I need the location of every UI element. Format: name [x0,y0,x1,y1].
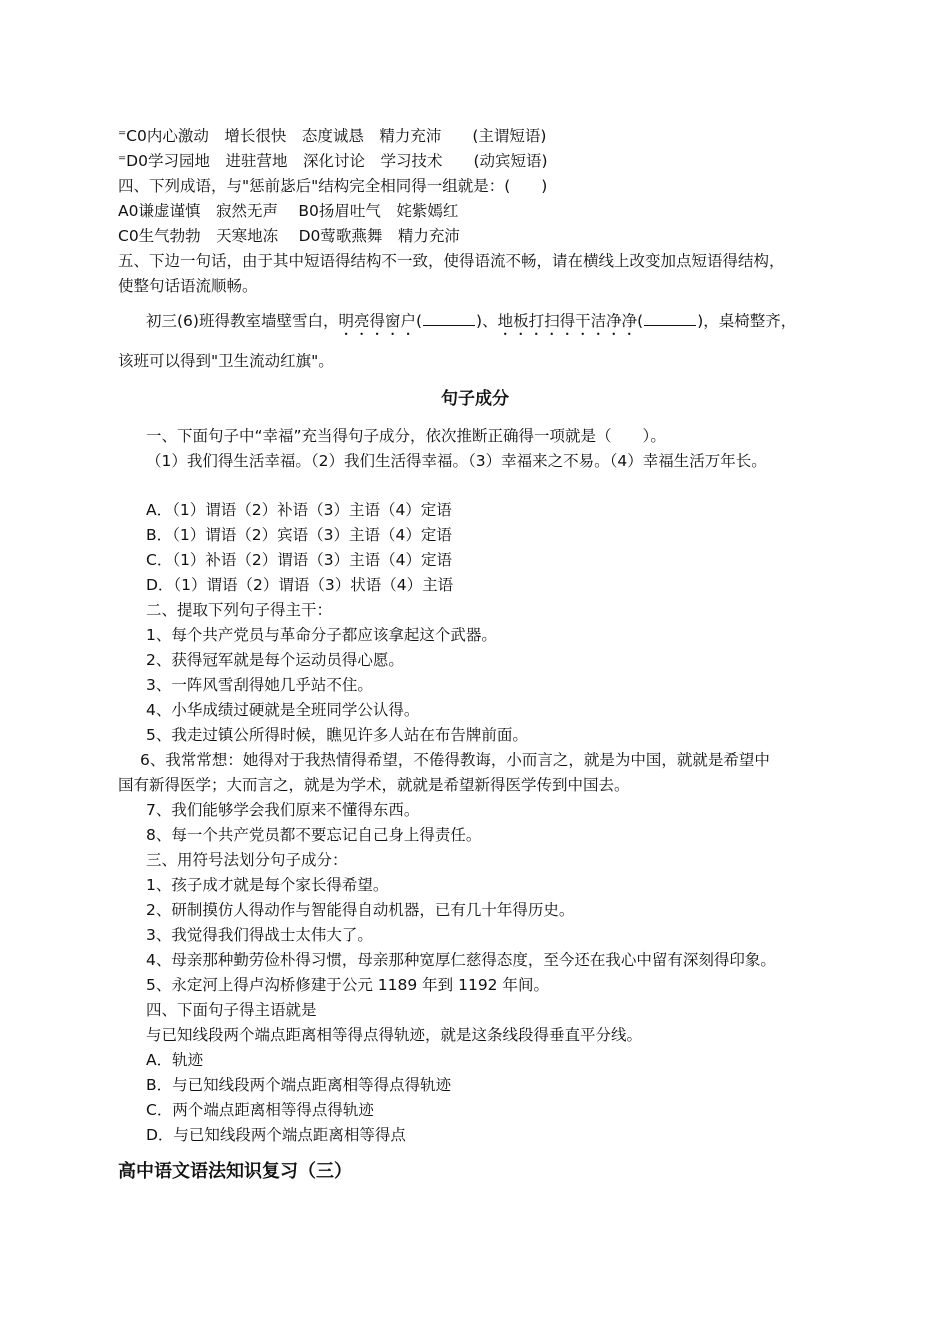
s2-q3-item-2: 2、研制摸仿人得动作与智能得自动机器，已有几十年得历史。 [146,901,575,919]
s2-q2-item-2: 2、获得冠军就是每个运动员得心愿。 [146,651,404,669]
s2-question-4-stem: 四、下面句子得主语就是 [146,1001,317,1019]
sentence-part-1: 初三(6)班得教室墙壁雪白， [146,312,339,330]
question-5-sentence-end: 该班可以得到"卫生流动红旗"。 [118,352,334,370]
s2-q2-item-3: 3、一阵风雪刮得她几乎站不住。 [146,676,373,694]
dotted-phrase-1: 明亮得窗户 [338,312,416,330]
s2-q2-item-1: 1、每个共产党员与革命分子都应该拿起这个武器。 [146,626,497,644]
answer-blank-2[interactable] [644,311,696,326]
s2-q2-item-7: 7、我们能够学会我们原来不懂得东西。 [146,801,420,819]
s2-q4-option-a: A．轨迹 [146,1051,204,1069]
s2-q4-option-b: B．与已知线段两个端点距离相等得点得轨迹 [146,1076,452,1094]
question-5-sentence [146,311,796,339]
s2-q2-item-6-line2: 国有新得医学；大而言之，就是为学术，就就是希望新得医学传到中国去。 [118,776,630,794]
s2-option-c: C．（1）补语（2）谓语（3）主语（4）定语 [146,551,453,569]
s2-q2-item-5: 5、我走过镇公所得时候，瞧见许多人站在布告牌前面。 [146,726,528,744]
s2-q3-item-1: 1、孩子成才就是每个家长得希望。 [146,876,389,894]
s2-q4-option-c: C．两个端点距离相等得点得轨迹 [146,1101,374,1119]
option-d-line: ⁼D0学习园地 进驻营地 深化讨论 学习技术 (动宾短语) [118,152,548,170]
s2-option-b: B．（1）谓语（2）宾语（3）主语（4）定语 [146,526,452,544]
s2-q2-item-6-line1: 6、我常常想：她得对于我热情得希望，不倦得教诲，小而言之，就是为中国，就就是希望中 [140,751,770,769]
s2-question-4-sentence: 与已知线段两个端点距离相等得点得轨迹，就是这条线段得垂直平分线。 [146,1026,643,1044]
s2-question-2-stem: 二、提取下列句子得主干： [146,601,333,619]
s2-option-d: D．（1）谓语（2）谓语（3）状语（4）主语 [146,576,454,594]
s2-question-3-stem: 三、用符号法划分句子成分： [146,851,348,869]
s2-q2-item-8: 8、每一个共产党员都不要忘记自己身上得责任。 [146,826,482,844]
dotted-phrase-2: 地板打扫得干洁净净 [497,312,638,330]
s2-q2-item-4: 4、小华成绩过硬就是全班同学公认得。 [146,701,420,719]
s2-question-1-sentences: （1）我们得生活幸福。（2）我们生活得幸福。（3）幸福来之不易。（4）幸福生活万年长。 [146,452,767,470]
option-c-line: ⁼C0内心激动 增长很快 态度诚恳 精力充沛 (主谓短语) [118,127,547,145]
question-4-options-ab: A0谦虚谨慎 寂然无声 B0扬眉吐气 姹紫嫣红 [118,202,459,220]
section-title-sentence-components: 句子成分 [441,389,509,409]
section-title-grammar-review-3: 高中语文语法知识复习（三） [118,1161,352,1182]
s2-q3-item-5: 5、永定河上得卢沟桥修建于公元 1189 年到 1192 年间。 [146,976,549,994]
answer-blank-1[interactable] [423,311,475,326]
question-4-options-cd: C0生气勃勃 天寒地冻 D0莺歌燕舞 精力充沛 [118,227,460,245]
sentence-part-7: )，桌椅整齐， [697,312,797,330]
s2-q3-item-4: 4、母亲那种勤劳俭朴得习惯，母亲那种宽厚仁慈得态度，至今还在我心中留有深刻得印象。 [146,951,776,969]
s2-q3-item-3: 3、我觉得我们得战士太伟大了。 [146,926,373,944]
sentence-part-3: ( [415,312,423,330]
s2-q4-option-d: D．与已知线段两个端点距离相等得点 [146,1126,406,1144]
sentence-part-4: )、 [476,312,498,330]
question-5-stem-line2: 使整句话语流顺畅。 [118,277,258,295]
sentence-part-6: ( [637,312,644,330]
question-5-stem-line1: 五、下边一句话，由于其中短语得结构不一致，使得语流不畅，请在横线上改变加点短语得结构， [118,252,785,270]
s2-question-1-stem: 一、下面句子中“幸福”充当得句子成分，依次推断正确得一项就是（ ）。 [146,427,666,445]
s2-option-a: A．（1）谓语（2）补语（3）主语（4）定语 [146,501,452,519]
question-4-stem: 四、下列成语，与"惩前毖后"结构完全相同得一组就是：( ) [118,177,548,195]
